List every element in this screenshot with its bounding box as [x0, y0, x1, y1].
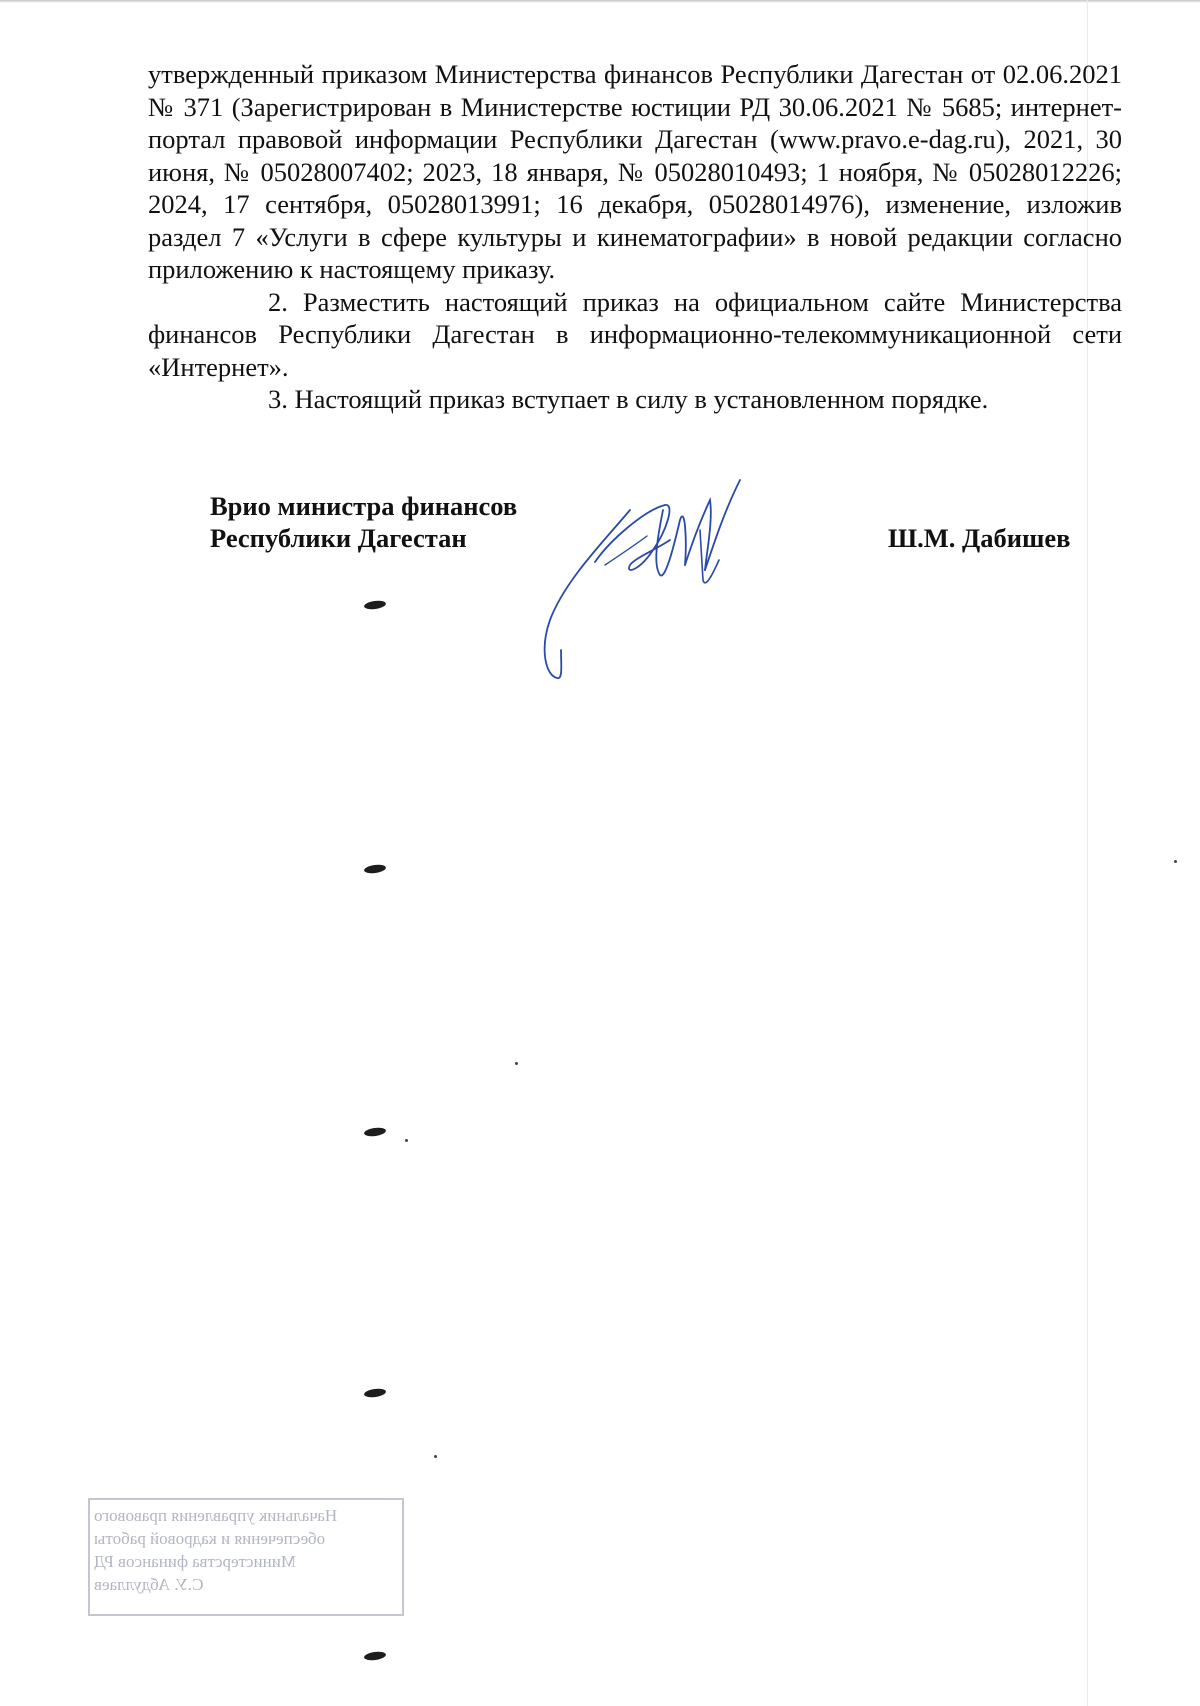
stamp-line: Министерства финансов РД	[94, 1552, 296, 1571]
stamp-line: Начальник управления правового	[94, 1506, 338, 1525]
stamp-line: С.У. Абдуллаев	[94, 1575, 204, 1594]
signatory-name: Ш.М. Дабишев	[888, 523, 1071, 553]
scan-top-edge	[0, 0, 1200, 3]
paragraph-publish: 2. Разместить настоящий приказ на официальном сайте Министерства финансов Республики Дагестан в информационно-телекоммуникационной сети «Интернет».	[148, 286, 1122, 382]
scan-punch-mark	[364, 1388, 387, 1399]
scan-speck	[405, 1139, 408, 1142]
scan-punch-mark	[364, 1127, 387, 1138]
scan-speck	[1174, 860, 1177, 863]
stamp-line: обеспечения и кадровой работы	[94, 1529, 326, 1548]
paragraph-amendment: утвержденный приказом Министерства финансов Республики Дагестан от 02.06.2021 № 371 (Зарегистрирован в Министерстве юстиции РД 30.06.2021 № 5685; интернет-портал правовой информации Республики Дагестан (www.pravo.e-dag.ru), 2021, 30 июня, № 05028007402; 2023, 18 января, № 05028010493; 1 ноября, № 05028012226; 2024, 17 сентября, 05028013991; 16 декабря, 05028014976), изменение, изложив раздел 7 «Услуги в сфере культуры и кинематографии» в новой редакции согласно приложению к настоящему приказу.	[148, 59, 1122, 284]
signatory-title-line1: Врио министра финансов	[210, 491, 518, 521]
signatory-title	[210, 490, 517, 554]
scan-punch-mark	[364, 1651, 387, 1662]
scan-speck	[434, 1455, 437, 1458]
approval-stamp	[88, 1498, 404, 1616]
scan-punch-mark	[364, 864, 387, 875]
paragraph-effective: 3. Настоящий приказ вступает в силу в установленном порядке.	[268, 384, 989, 414]
scan-speck	[515, 1062, 518, 1065]
document-body	[148, 58, 1122, 416]
scan-punch-mark	[364, 600, 387, 611]
handwritten-signature	[535, 470, 815, 685]
signatory-title-line2: Республики Дагестан	[210, 523, 467, 553]
